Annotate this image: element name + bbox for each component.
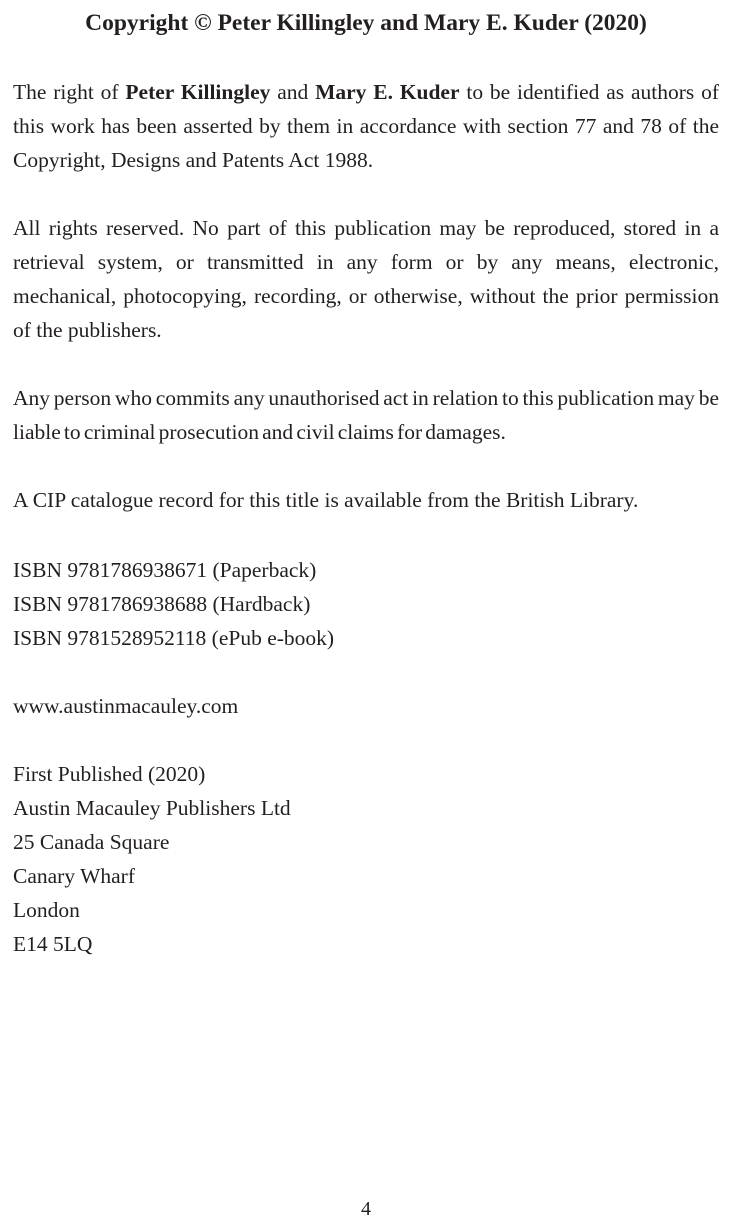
first-published: First Published (2020) xyxy=(13,762,206,786)
copyright-title: Copyright © Peter Killingley and Mary E. Kuder (2020) xyxy=(85,10,647,36)
address-postcode: E14 5LQ xyxy=(13,932,93,956)
publisher-name: Austin Macauley Publishers Ltd xyxy=(13,796,291,820)
isbn-paperback: ISBN 9781786938671 (Paperback) xyxy=(13,558,317,582)
publisher-website: www.austinmacauley.com xyxy=(13,694,239,718)
publisher-address xyxy=(13,757,719,961)
isbn-list xyxy=(13,553,719,655)
address-city: London xyxy=(13,898,80,922)
address-street: 25 Canada Square xyxy=(13,830,170,854)
isbn-ebook: ISBN 9781528952118 (ePub e-book) xyxy=(13,626,335,650)
cip-paragraph: A CIP catalogue record for this title is available from the British Library. xyxy=(13,488,639,512)
liability-paragraph: Any person who commits any unauthorised act in relation to this publication may be liable to criminal prosecution and civil claims for damages. xyxy=(13,386,719,444)
author-2: Mary E. Kuder xyxy=(315,80,460,104)
isbn-hardback: ISBN 9781786938688 (Hardback) xyxy=(13,592,311,616)
rights-and: and xyxy=(270,80,316,104)
rights-prefix: The right of xyxy=(13,80,126,104)
address-district: Canary Wharf xyxy=(13,864,135,888)
rights-suffix: to be identified as authors of this work has been asserted by them in accordance with section 77 and 78 of the Copyright, Designs and Patents Act 1988. xyxy=(13,80,719,172)
rights-reserved-paragraph: All rights reserved. No part of this publication may be reproduced, stored in a retrieval system, or transmitted in any form or by any means, electronic, mechanical, photocopying, recording, or otherwise, without the prior permission of the publishers. xyxy=(13,216,719,342)
page-number: 4 xyxy=(361,1198,371,1220)
author-1: Peter Killingley xyxy=(125,80,271,104)
rights-paragraph xyxy=(13,75,719,177)
